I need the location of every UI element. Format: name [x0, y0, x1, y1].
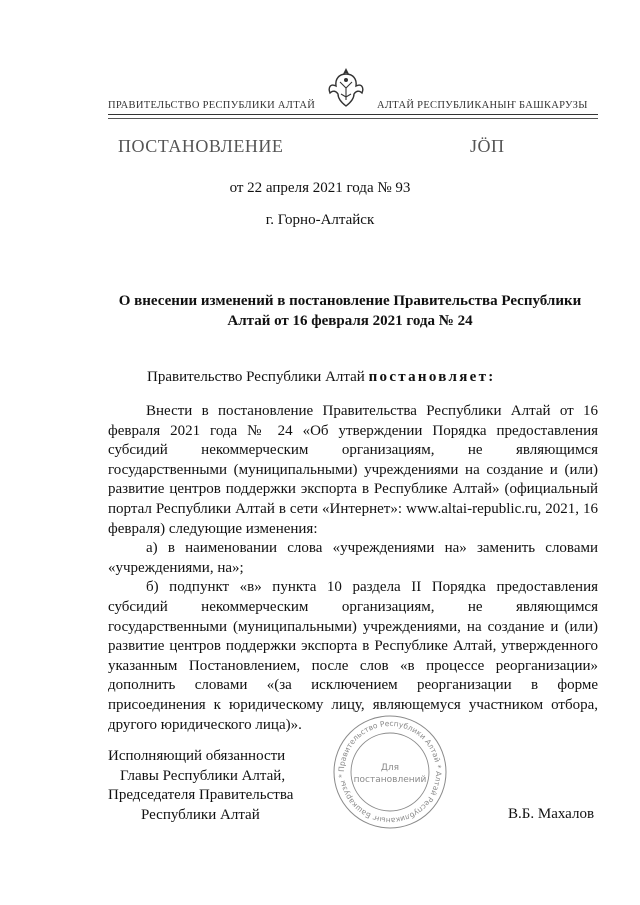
signature-line-1: Исполняющий обязанности: [108, 748, 286, 764]
body-paragraph-1: Внести в постановление Правительства Республики Алтай от 16 февраля 2021 года № 24 «Об утверждении Порядка предоставления субсидий некоммерческим организациям, не являющимся государственными (муниципальными) учреждениями на создание и (или) развитие центров поддержки экспорта в Республике Алтай» (официальный портал Республики Алтай в сети «Интернет»: www.altai-republic.ru, 2021, 16 февраля) следующие изменения:: [108, 403, 598, 537]
body-paragraph-3: б) подпункт «в» пункта 10 раздела II Порядка предоставления субсидий некоммерческим организациям, не являющимся государственными (муниципальными) учреждениями, на создание и (или) развитие центров поддержки экспорта в Республике Алтай, утвержденного указанным Постановлением, после слов «в процессе реорганизации» дополнить словами «(за исключением реорганизации в форме присоединения к юридическому лицу, являющемуся участником отбора, другого юридического лица)».: [108, 579, 598, 733]
document-body: [108, 402, 598, 735]
header-right-text: АЛТАЙ РЕСПУБЛИКАНЫҤ БАШКАРУЗЫ: [377, 100, 588, 111]
signature-block: [108, 747, 293, 825]
header-rule: [108, 114, 598, 115]
signature-line-2: Главы Республики Алтай,: [120, 767, 286, 784]
signer-name: В.Б. Махалов: [508, 806, 595, 822]
decree-subject: Правительство Республики Алтай: [147, 369, 365, 385]
stamp-ring-text: Правительство Республики Алтай * Алтай Республиканыҥ Башкарузы *: [336, 718, 444, 826]
document-title: О внесении изменений в постановление Правительства Республики Алтай от 16 февраля 2021 года № 24: [118, 293, 582, 329]
official-stamp: [330, 712, 450, 832]
stamp-inner-line-1: Для: [380, 763, 400, 773]
signature-line-4: Республики Алтай: [141, 806, 260, 823]
document-date: от 22 апреля 2021 года № 93: [229, 180, 411, 196]
header-rule-thin: [108, 118, 598, 119]
header-left-text: ПРАВИТЕЛЬСТВО РЕСПУБЛИКИ АЛТАЙ: [108, 100, 316, 111]
doctype-left: ПОСТАНОВЛЕНИЕ: [118, 136, 284, 156]
body-paragraph-2: а) в наименовании слова «учреждениями на» заменить словами «учреждениями, на»;: [108, 540, 598, 576]
doctype-right: JӦП: [470, 136, 505, 156]
signature-line-3: Председателя Правительства: [108, 787, 294, 804]
document-city: г. Горно-Алтайск: [265, 212, 375, 228]
decree-line: [147, 369, 496, 386]
altai-republic-emblem-icon: [326, 66, 366, 110]
stamp-inner-line-2: постановлений: [353, 775, 427, 785]
decree-verb: постановляет:: [368, 369, 496, 385]
